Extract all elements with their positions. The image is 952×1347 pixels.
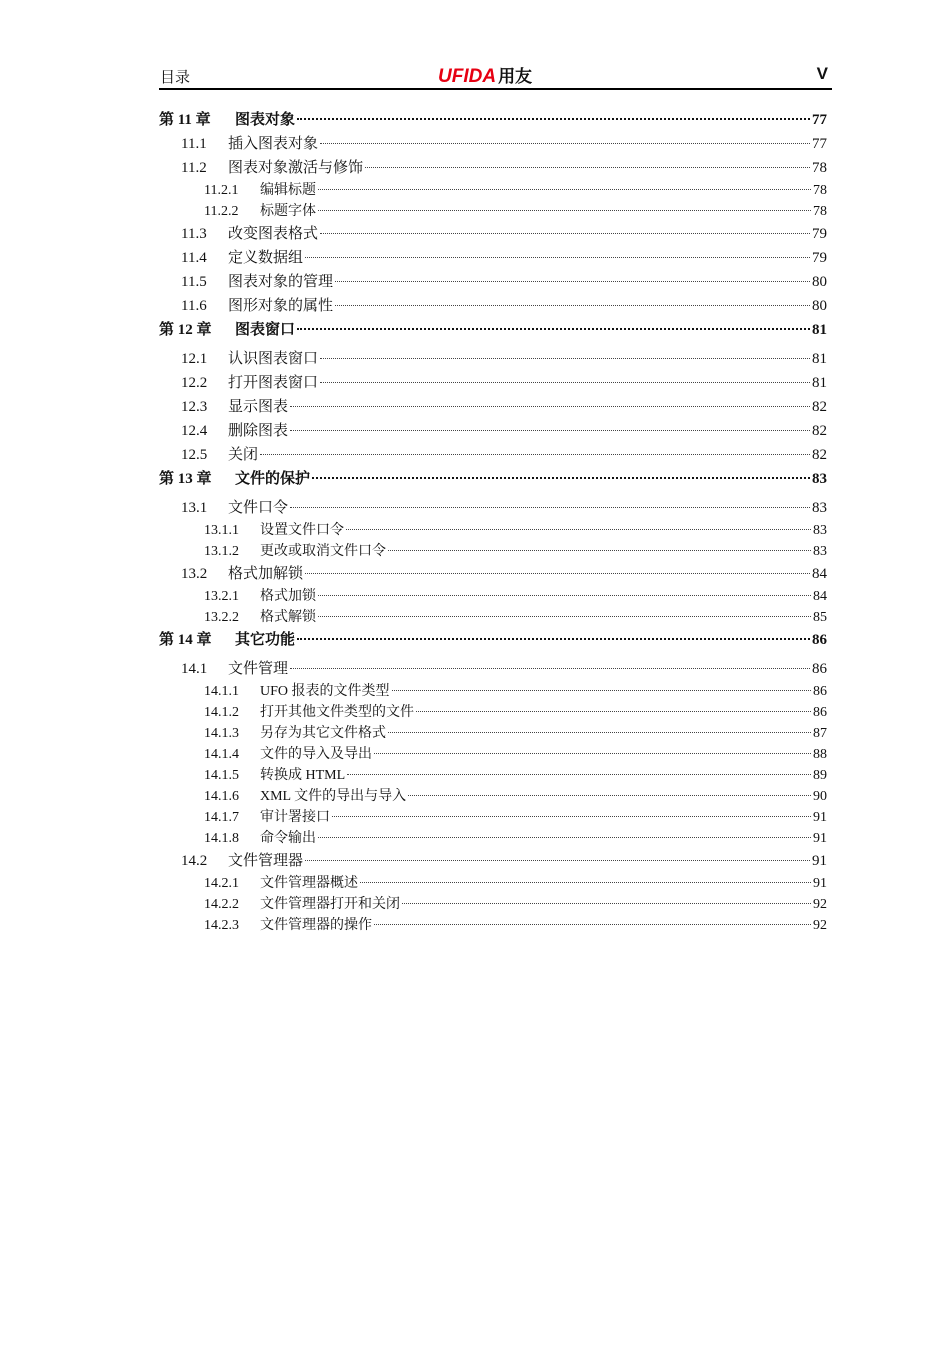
toc-entry-title: 插入图表对象 xyxy=(228,136,319,152)
toc-entry-page: 82 xyxy=(812,447,827,463)
toc-entry-number: 11.4 xyxy=(181,250,207,266)
toc-subsection-entry[interactable] xyxy=(159,541,827,562)
toc-entry-title: 文件管理器打开和关闭 xyxy=(260,897,400,912)
toc-entry-number: 14.1.4 xyxy=(204,747,239,762)
dot-leader xyxy=(320,358,810,359)
toc-subsection-entry[interactable] xyxy=(159,201,827,222)
toc-entry-page: 86 xyxy=(813,684,827,699)
toc-entry-page: 86 xyxy=(812,632,827,648)
dot-leader xyxy=(408,795,811,796)
toc-section-entry[interactable] xyxy=(159,443,827,467)
toc-entry-page: 85 xyxy=(813,610,827,625)
dot-leader xyxy=(290,430,810,431)
toc-entry-number: 12.2 xyxy=(181,375,208,391)
dot-leader xyxy=(335,305,810,306)
toc-section-entry[interactable] xyxy=(159,132,827,156)
toc-entry-title: 命令输出 xyxy=(260,831,316,846)
toc-entry-page: 84 xyxy=(812,566,827,582)
dot-leader xyxy=(318,189,811,190)
dot-leader xyxy=(312,477,810,479)
toc-entry-title: 显示图表 xyxy=(228,399,289,415)
dot-leader xyxy=(320,233,810,234)
toc-entry-title: 另存为其它文件格式 xyxy=(260,726,386,741)
toc-entry-title: 格式加解锁 xyxy=(228,566,304,582)
toc-entry-number: 第 11 章 xyxy=(159,112,211,128)
toc-section-entry[interactable] xyxy=(159,419,827,443)
toc-entry-title: 认识图表窗口 xyxy=(228,351,319,367)
toc-entry-number: 14.1.3 xyxy=(204,726,239,741)
dot-leader xyxy=(360,882,811,883)
toc-entry-number: 14.1.2 xyxy=(204,705,239,720)
toc-entry-title: 审计署接口 xyxy=(260,810,330,825)
dot-leader xyxy=(388,550,811,551)
dot-leader xyxy=(416,711,811,712)
dot-leader xyxy=(346,529,811,530)
dot-leader xyxy=(297,328,810,330)
dot-leader xyxy=(347,774,811,775)
toc-subsection-entry[interactable] xyxy=(159,828,827,849)
toc-section-entry[interactable] xyxy=(159,849,827,873)
toc-entry-title: 其它功能 xyxy=(235,632,296,648)
toc-entry-number: 14.1.6 xyxy=(204,789,239,804)
toc-entry-number: 11.2.1 xyxy=(204,183,239,198)
toc-entry-page: 82 xyxy=(812,423,827,439)
toc-chapter-entry[interactable] xyxy=(159,108,827,132)
toc-entry-title: 文件管理器概述 xyxy=(260,876,358,891)
toc-entry-page: 84 xyxy=(813,589,827,604)
toc-section-entry[interactable] xyxy=(159,562,827,586)
toc-subsection-entry[interactable] xyxy=(159,607,827,628)
toc-entry-page: 91 xyxy=(813,876,827,891)
toc-entry-page: 78 xyxy=(812,160,827,176)
toc-entry-page: 77 xyxy=(812,112,827,128)
toc-entry-title: 图表对象激活与修饰 xyxy=(228,160,364,176)
toc-entry-number: 14.2.1 xyxy=(204,876,239,891)
toc-entry-page: 91 xyxy=(813,831,827,846)
toc-entry-title: 更改或取消文件口令 xyxy=(260,544,386,559)
toc-entry-title: 图形对象的属性 xyxy=(228,298,334,314)
toc-entry-number: 13.1.1 xyxy=(204,523,239,538)
toc-entry-number: 11.6 xyxy=(181,298,207,314)
toc-entry-title: 删除图表 xyxy=(228,423,289,439)
toc-section-entry[interactable] xyxy=(159,156,827,180)
toc-entry-title: UFO 报表的文件类型 xyxy=(260,684,390,699)
toc-entry-page: 83 xyxy=(813,523,827,538)
toc-entry-number: 13.2.1 xyxy=(204,589,239,604)
toc-subsection-entry[interactable] xyxy=(159,915,827,936)
toc-entry-title: 标题字体 xyxy=(260,204,316,219)
page-number-roman: V xyxy=(816,64,828,83)
dot-leader xyxy=(305,257,810,258)
toc-section-entry[interactable] xyxy=(159,246,827,270)
dot-leader xyxy=(318,837,811,838)
toc-entry-page: 81 xyxy=(812,322,827,338)
logo-text-en: UFIDA xyxy=(438,66,497,87)
toc-entry-page: 88 xyxy=(813,747,827,762)
dot-leader xyxy=(297,118,810,120)
ufida-logo xyxy=(438,62,532,88)
toc-entry-number: 14.2.3 xyxy=(204,918,239,933)
toc-entry-page: 77 xyxy=(812,136,827,152)
dot-leader xyxy=(290,668,810,669)
dot-leader xyxy=(318,210,811,211)
toc-subsection-entry[interactable] xyxy=(159,586,827,607)
toc-entry-title: 文件的导入及导出 xyxy=(260,747,372,762)
toc-entry-number: 11.2 xyxy=(181,160,207,176)
dot-leader xyxy=(290,507,810,508)
toc-entry-title: 图表对象 xyxy=(235,112,296,128)
dot-leader xyxy=(305,573,810,574)
table-of-contents xyxy=(159,108,827,936)
toc-subsection-entry[interactable] xyxy=(159,786,827,807)
toc-section-entry[interactable] xyxy=(159,222,827,246)
toc-subsection-entry[interactable] xyxy=(159,681,827,702)
toc-entry-title: 文件管理 xyxy=(228,661,289,677)
toc-entry-number: 13.2.2 xyxy=(204,610,239,625)
toc-entry-number: 11.5 xyxy=(181,274,207,290)
toc-entry-page: 92 xyxy=(813,897,827,912)
toc-entry-page: 83 xyxy=(812,471,827,487)
toc-entry-title: 定义数据组 xyxy=(228,250,304,266)
toc-entry-page: 80 xyxy=(812,274,827,290)
toc-chapter-entry[interactable] xyxy=(159,628,827,657)
toc-subsection-entry[interactable] xyxy=(159,702,827,723)
toc-entry-number: 13.1.2 xyxy=(204,544,239,559)
toc-subsection-entry[interactable] xyxy=(159,520,827,541)
toc-entry-title: 打开其他文件类型的文件 xyxy=(260,705,414,720)
toc-entry-number: 14.1.1 xyxy=(204,684,239,699)
toc-subsection-entry[interactable] xyxy=(159,894,827,915)
dot-leader xyxy=(388,732,811,733)
toc-entry-title: XML 文件的导出与导入 xyxy=(260,789,407,804)
logo-text-cn: 用友 xyxy=(498,67,533,87)
toc-entry-title: 转换成 HTML xyxy=(260,768,346,783)
dot-leader xyxy=(320,382,810,383)
toc-section-entry[interactable] xyxy=(159,496,827,520)
toc-entry-number: 12.3 xyxy=(181,399,208,415)
toc-subsection-entry[interactable] xyxy=(159,180,827,201)
toc-entry-page: 83 xyxy=(813,544,827,559)
toc-entry-page: 79 xyxy=(812,250,827,266)
dot-leader xyxy=(318,595,811,596)
dot-leader xyxy=(297,638,810,640)
dot-leader xyxy=(365,167,810,168)
page-header xyxy=(159,62,832,90)
toc-entry-number: 14.2 xyxy=(181,853,208,869)
toc-entry-number: 12.5 xyxy=(181,447,208,463)
dot-leader xyxy=(374,753,811,754)
toc-entry-number: 11.1 xyxy=(181,136,207,152)
toc-entry-number: 第 13 章 xyxy=(159,471,212,487)
toc-entry-page: 78 xyxy=(813,204,827,219)
toc-entry-title: 文件管理器的操作 xyxy=(260,918,372,933)
dot-leader xyxy=(392,690,811,691)
toc-entry-number: 14.2.2 xyxy=(204,897,239,912)
toc-entry-number: 12.1 xyxy=(181,351,208,367)
dot-leader xyxy=(374,924,811,925)
dot-leader xyxy=(290,406,810,407)
toc-entry-title: 改变图表格式 xyxy=(228,226,319,242)
toc-entry-number: 第 14 章 xyxy=(159,632,212,648)
toc-entry-number: 14.1.7 xyxy=(204,810,239,825)
toc-entry-page: 83 xyxy=(812,500,827,516)
toc-subsection-entry[interactable] xyxy=(159,744,827,765)
toc-entry-title: 图表窗口 xyxy=(235,322,296,338)
toc-entry-page: 86 xyxy=(813,705,827,720)
toc-entry-title: 编辑标题 xyxy=(260,183,316,198)
toc-entry-number: 14.1 xyxy=(181,661,208,677)
toc-entry-page: 80 xyxy=(812,298,827,314)
dot-leader xyxy=(305,860,810,861)
toc-entry-page: 91 xyxy=(813,810,827,825)
toc-entry-title: 图表对象的管理 xyxy=(228,274,334,290)
toc-entry-number: 第 12 章 xyxy=(159,322,212,338)
dot-leader xyxy=(260,454,810,455)
toc-entry-number: 14.1.8 xyxy=(204,831,239,846)
toc-entry-page: 79 xyxy=(812,226,827,242)
toc-entry-page: 89 xyxy=(813,768,827,783)
toc-entry-page: 91 xyxy=(812,853,827,869)
toc-subsection-entry[interactable] xyxy=(159,723,827,744)
toc-subsection-entry[interactable] xyxy=(159,873,827,894)
toc-entry-page: 78 xyxy=(813,183,827,198)
toc-entry-number: 12.4 xyxy=(181,423,208,439)
toc-entry-title: 文件的保护 xyxy=(235,471,311,487)
toc-entry-page: 81 xyxy=(812,351,827,367)
toc-section-entry[interactable] xyxy=(159,657,827,681)
dot-leader xyxy=(318,616,811,617)
toc-entry-page: 92 xyxy=(813,918,827,933)
toc-entry-number: 14.1.5 xyxy=(204,768,239,783)
toc-entry-page: 81 xyxy=(812,375,827,391)
toc-chapter-entry[interactable] xyxy=(159,318,827,347)
toc-entry-page: 87 xyxy=(813,726,827,741)
dot-leader xyxy=(402,903,811,904)
toc-entry-title: 打开图表窗口 xyxy=(228,375,319,391)
toc-entry-title: 格式加锁 xyxy=(260,589,316,604)
toc-entry-number: 13.1 xyxy=(181,500,208,516)
toc-subsection-entry[interactable] xyxy=(159,765,827,786)
toc-section-entry[interactable] xyxy=(159,395,827,419)
toc-entry-page: 82 xyxy=(812,399,827,415)
header-section-title: 目录 xyxy=(160,70,191,86)
toc-chapter-entry[interactable] xyxy=(159,467,827,496)
dot-leader xyxy=(335,281,810,282)
dot-leader xyxy=(320,143,810,144)
toc-section-entry[interactable] xyxy=(159,371,827,395)
toc-entry-number: 11.2.2 xyxy=(204,204,239,219)
toc-subsection-entry[interactable] xyxy=(159,807,827,828)
toc-entry-title: 关闭 xyxy=(228,447,259,463)
toc-entry-number: 11.3 xyxy=(181,226,207,242)
toc-section-entry[interactable] xyxy=(159,270,827,294)
toc-section-entry[interactable] xyxy=(159,347,827,371)
dot-leader xyxy=(332,816,811,817)
toc-entry-title: 文件口令 xyxy=(228,500,289,516)
toc-entry-page: 90 xyxy=(813,789,827,804)
toc-entry-title: 格式解锁 xyxy=(260,610,316,625)
toc-entry-number: 13.2 xyxy=(181,566,208,582)
toc-entry-title: 设置文件口令 xyxy=(260,523,344,538)
toc-section-entry[interactable] xyxy=(159,294,827,318)
toc-entry-title: 文件管理器 xyxy=(228,853,304,869)
toc-entry-page: 86 xyxy=(812,661,827,677)
